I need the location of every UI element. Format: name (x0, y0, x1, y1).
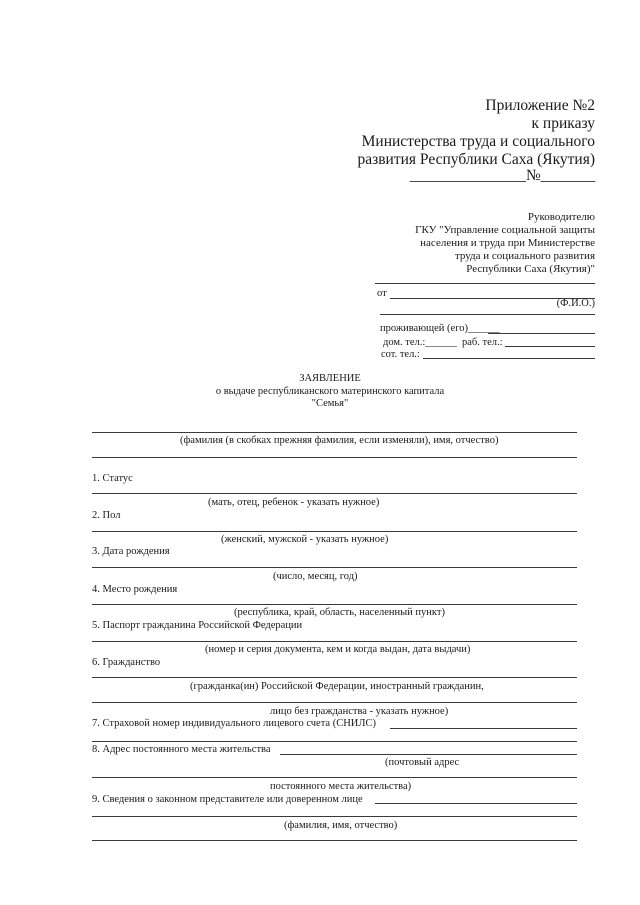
fio-hint: (Ф.И.О.) (556, 298, 595, 309)
birthdate-label: 3. Дата рождения (92, 546, 170, 557)
from-label: от (377, 288, 387, 299)
address-label: 8. Адрес постоянного места жительства (92, 744, 271, 755)
fullname-field[interactable] (92, 432, 577, 433)
residing-field[interactable] (488, 333, 595, 334)
address-field-2[interactable] (92, 777, 577, 778)
sex-field[interactable] (92, 531, 577, 532)
citizenship-field-2[interactable] (92, 702, 577, 703)
statement-subject: о выдаче республиканского материнского капитала (215, 386, 445, 397)
work-phone-label: раб. тел.: (462, 337, 503, 348)
addressee-line-4: труда и социального развития (454, 250, 595, 262)
citizenship-hint-1: (гражданка(ин) Российской Федерации, иностранный гражданин, (190, 681, 484, 692)
addressee-line-1: Руководителю (527, 211, 595, 223)
ministry-name: Министерства труда и социального (361, 133, 595, 150)
mobile-phone-field[interactable] (423, 358, 595, 359)
representative-field-3[interactable] (92, 840, 577, 841)
work-phone-field[interactable] (505, 346, 595, 347)
passport-hint: (номер и серия документа, кем и когда выдан, дата выдачи) (205, 644, 471, 655)
passport-label: 5. Паспорт гражданина Российской Федерации (92, 620, 303, 631)
citizenship-label: 6. Гражданство (92, 657, 161, 668)
home-phone-label: дом. тел.:______ (383, 337, 457, 348)
statement-title: ЗАЯВЛЕНИЕ (299, 373, 361, 384)
applicant-fio-field-2[interactable] (380, 314, 595, 315)
address-hint-2: постоянного места жительства) (270, 781, 412, 792)
order-ref: к приказу (531, 115, 595, 132)
birthplace-label: 4. Место рождения (92, 584, 178, 595)
snils-field-2[interactable] (92, 741, 577, 742)
sex-hint: (женский, мужской - указать нужное) (221, 534, 389, 545)
citizenship-hint-2: лицо без гражданства - указать нужное) (270, 706, 449, 717)
representative-label: 9. Сведения о законном представителе или доверенном лице (92, 794, 363, 805)
addressee-line-2: ГКУ "Управление социальной защиты (415, 224, 595, 236)
passport-field[interactable] (92, 641, 577, 642)
statement-program-name: "Семья" (311, 398, 349, 409)
status-hint: (мать, отец, ребенок - указать нужное) (208, 497, 380, 508)
ministry-name-cont: развития Республики Саха (Якутия) (357, 151, 595, 168)
snils-field[interactable] (390, 728, 577, 729)
birthplace-hint: (республика, край, область, населенный пункт) (234, 607, 445, 618)
applicant-top-line (375, 283, 595, 284)
address-field[interactable] (280, 754, 577, 755)
birthdate-field[interactable] (92, 567, 577, 568)
addressee-line-5: Республики Саха (Якутия)" (466, 263, 595, 275)
snils-label: 7. Страховой номер индивидуального лицевого счета (СНИЛС) (92, 718, 376, 729)
birthdate-hint: (число, месяц, год) (273, 571, 358, 582)
birthplace-field[interactable] (92, 604, 577, 605)
representative-hint: (фамилия, имя, отчество) (284, 820, 398, 831)
status-field[interactable] (92, 493, 577, 494)
representative-field-2[interactable] (92, 816, 577, 817)
fullname-hint: (фамилия (в скобках прежняя фамилия, если изменяли), имя, отчество) (180, 435, 499, 446)
residing-label: проживающей (его)______ (380, 323, 500, 334)
order-number-line: _______________№_______ (409, 167, 595, 184)
status-label: 1. Статус (92, 473, 133, 484)
addressee-line-3: населения и труда при Министерстве (420, 237, 595, 249)
fullname-field-2[interactable] (92, 457, 577, 458)
citizenship-field[interactable] (92, 677, 577, 678)
mobile-phone-label: сот. тел.: (381, 349, 420, 360)
address-hint-1: (почтовый адрес (385, 757, 460, 768)
representative-field[interactable] (375, 803, 577, 804)
sex-label: 2. Пол (92, 510, 121, 521)
appendix-title: Приложение №2 (485, 97, 595, 114)
